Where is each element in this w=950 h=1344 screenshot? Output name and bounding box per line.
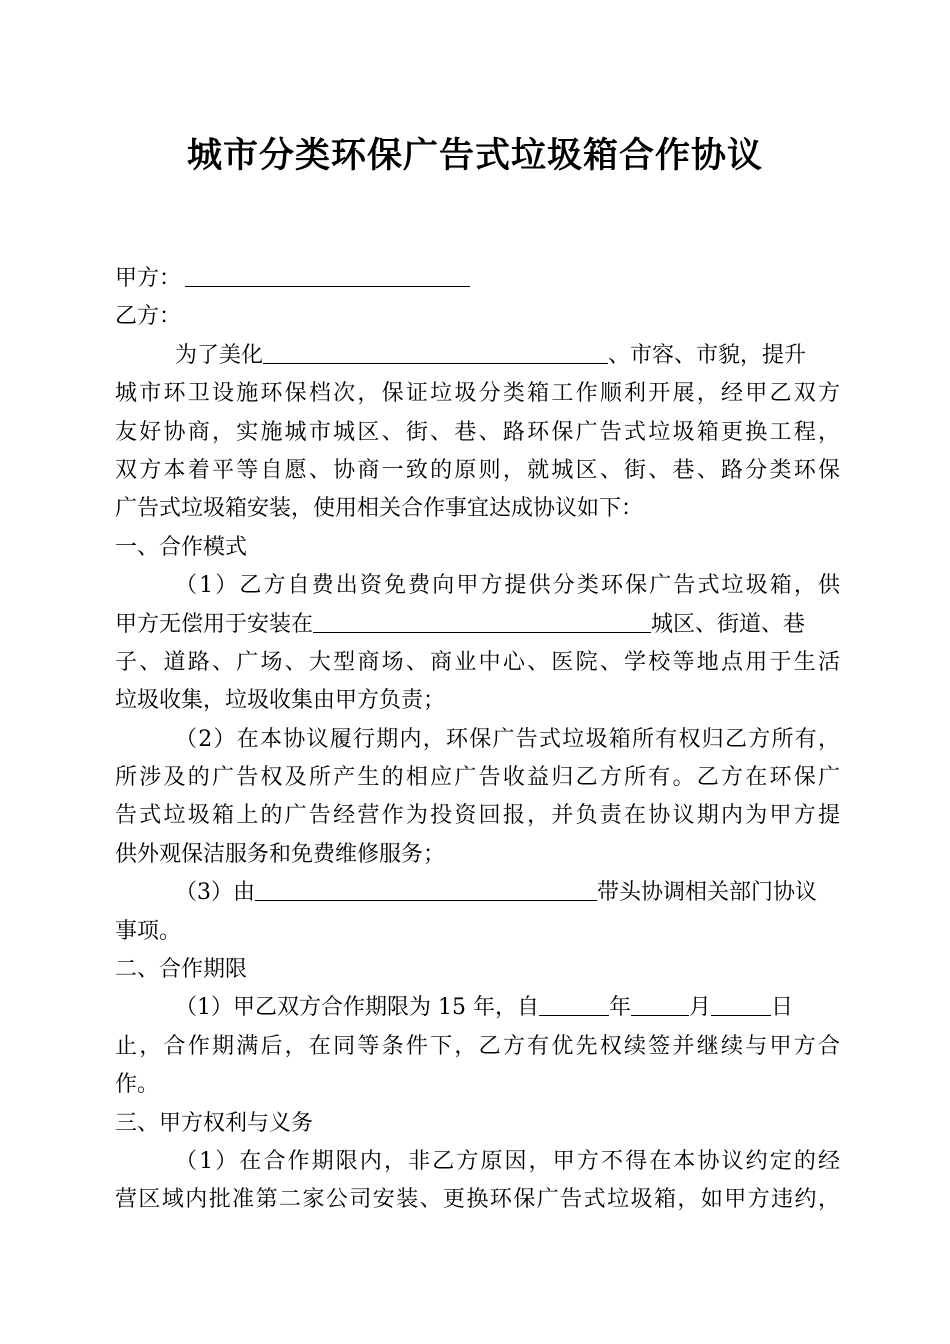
s1-item1-line-2 <box>115 606 840 644</box>
party-a-blank[interactable] <box>185 260 470 287</box>
intro-line-3: 友好协商，实施城市城区、街、巷、路环保广告式垃圾箱更换工程， <box>115 419 840 445</box>
s2-item1-line-3: 作。 <box>115 1072 160 1098</box>
intro-line-4: 双方本着平等自愿、协商一致的原则，就城区、街、巷、路分类环保 <box>115 457 840 483</box>
section-1-heading: 一、合作模式 <box>115 534 248 560</box>
beautify-blank[interactable] <box>263 337 608 364</box>
s1-item3-l1-start: （3）由 <box>175 880 255 906</box>
s1-item2-line-2: 所涉及的广告权及所产生的相应广告收益归乙方所有。乙方在环保广 <box>115 765 840 791</box>
intro-start: 为了美化 <box>175 342 264 368</box>
s1-item1-l2-end: 城区、街道、巷 <box>651 611 806 637</box>
s1-item1-line-3: 子、道路、广场、大型商场、商业中心、医院、学校等地点用于生活 <box>115 649 840 675</box>
year-label: 年 <box>608 995 631 1021</box>
s1-item2-line-4: 供外观保洁服务和免费维修服务； <box>115 841 446 867</box>
s1-item2-line-3: 告式垃圾箱上的广告经营作为投资回报，并负责在协议期内为甲方提 <box>115 803 840 829</box>
s3-item1-line-1: （1）在合作期限内，非乙方原因，甲方不得在本协议约定的经 <box>175 1148 840 1174</box>
document-title: 城市分类环保广告式垃圾箱合作协议 <box>186 135 763 176</box>
party-b-label: 乙方： <box>115 304 182 330</box>
party-a-line <box>115 260 840 298</box>
document-body <box>115 260 840 1220</box>
day-label: 日 <box>771 995 794 1021</box>
party-a-label: 甲方： <box>115 266 182 291</box>
s1-item1-line-1: （1）乙方自费出资免费向甲方提供分类环保广告式垃圾箱，供 <box>175 573 840 599</box>
install-location-blank[interactable] <box>313 606 651 633</box>
s2-item1-line-2: 止，合作期满后，在同等条件下，乙方有优先权续签并继续与甲方合 <box>115 1033 840 1059</box>
section-2-heading: 二、合作期限 <box>115 957 248 983</box>
s1-item1-line-4: 垃圾收集，垃圾收集由甲方负责； <box>115 688 446 714</box>
s3-item1-line-2: 营区域内批准第二家公司安装、更换环保广告式垃圾箱，如甲方违约， <box>115 1187 840 1213</box>
s1-item3-line-1 <box>115 874 840 912</box>
s1-item3-l1-end: 带头协调相关部门协议 <box>597 880 818 906</box>
start-day-blank[interactable] <box>711 989 771 1016</box>
s1-item1-l2-start: 甲方无偿用于安装在 <box>115 611 314 637</box>
intro-end: 、市容、市貌，提升 <box>608 342 807 368</box>
start-month-blank[interactable] <box>631 989 689 1016</box>
s2-item1-line-1 <box>115 989 840 1027</box>
intro-line-1 <box>115 337 840 375</box>
intro-line-2: 城市环卫设施环保档次，保证垃圾分类箱工作顺利开展，经甲乙双方 <box>115 381 840 407</box>
coordinator-blank[interactable] <box>255 874 597 901</box>
s2-item1-l1-start: （1）甲乙双方合作期限为 15 年，自 <box>175 995 539 1021</box>
s1-item3-line-2: 事项。 <box>115 918 182 944</box>
intro-line-5: 广告式垃圾箱安装，使用相关合作事宜达成协议如下： <box>115 496 644 522</box>
s1-item2-line-1: （2）在本协议履行期内，环保广告式垃圾箱所有权归乙方所有， <box>175 726 840 752</box>
start-year-blank[interactable] <box>539 989 609 1016</box>
month-label: 月 <box>689 995 712 1021</box>
party-b-line <box>115 298 840 336</box>
section-3-heading: 三、甲方权利与义务 <box>115 1110 314 1136</box>
